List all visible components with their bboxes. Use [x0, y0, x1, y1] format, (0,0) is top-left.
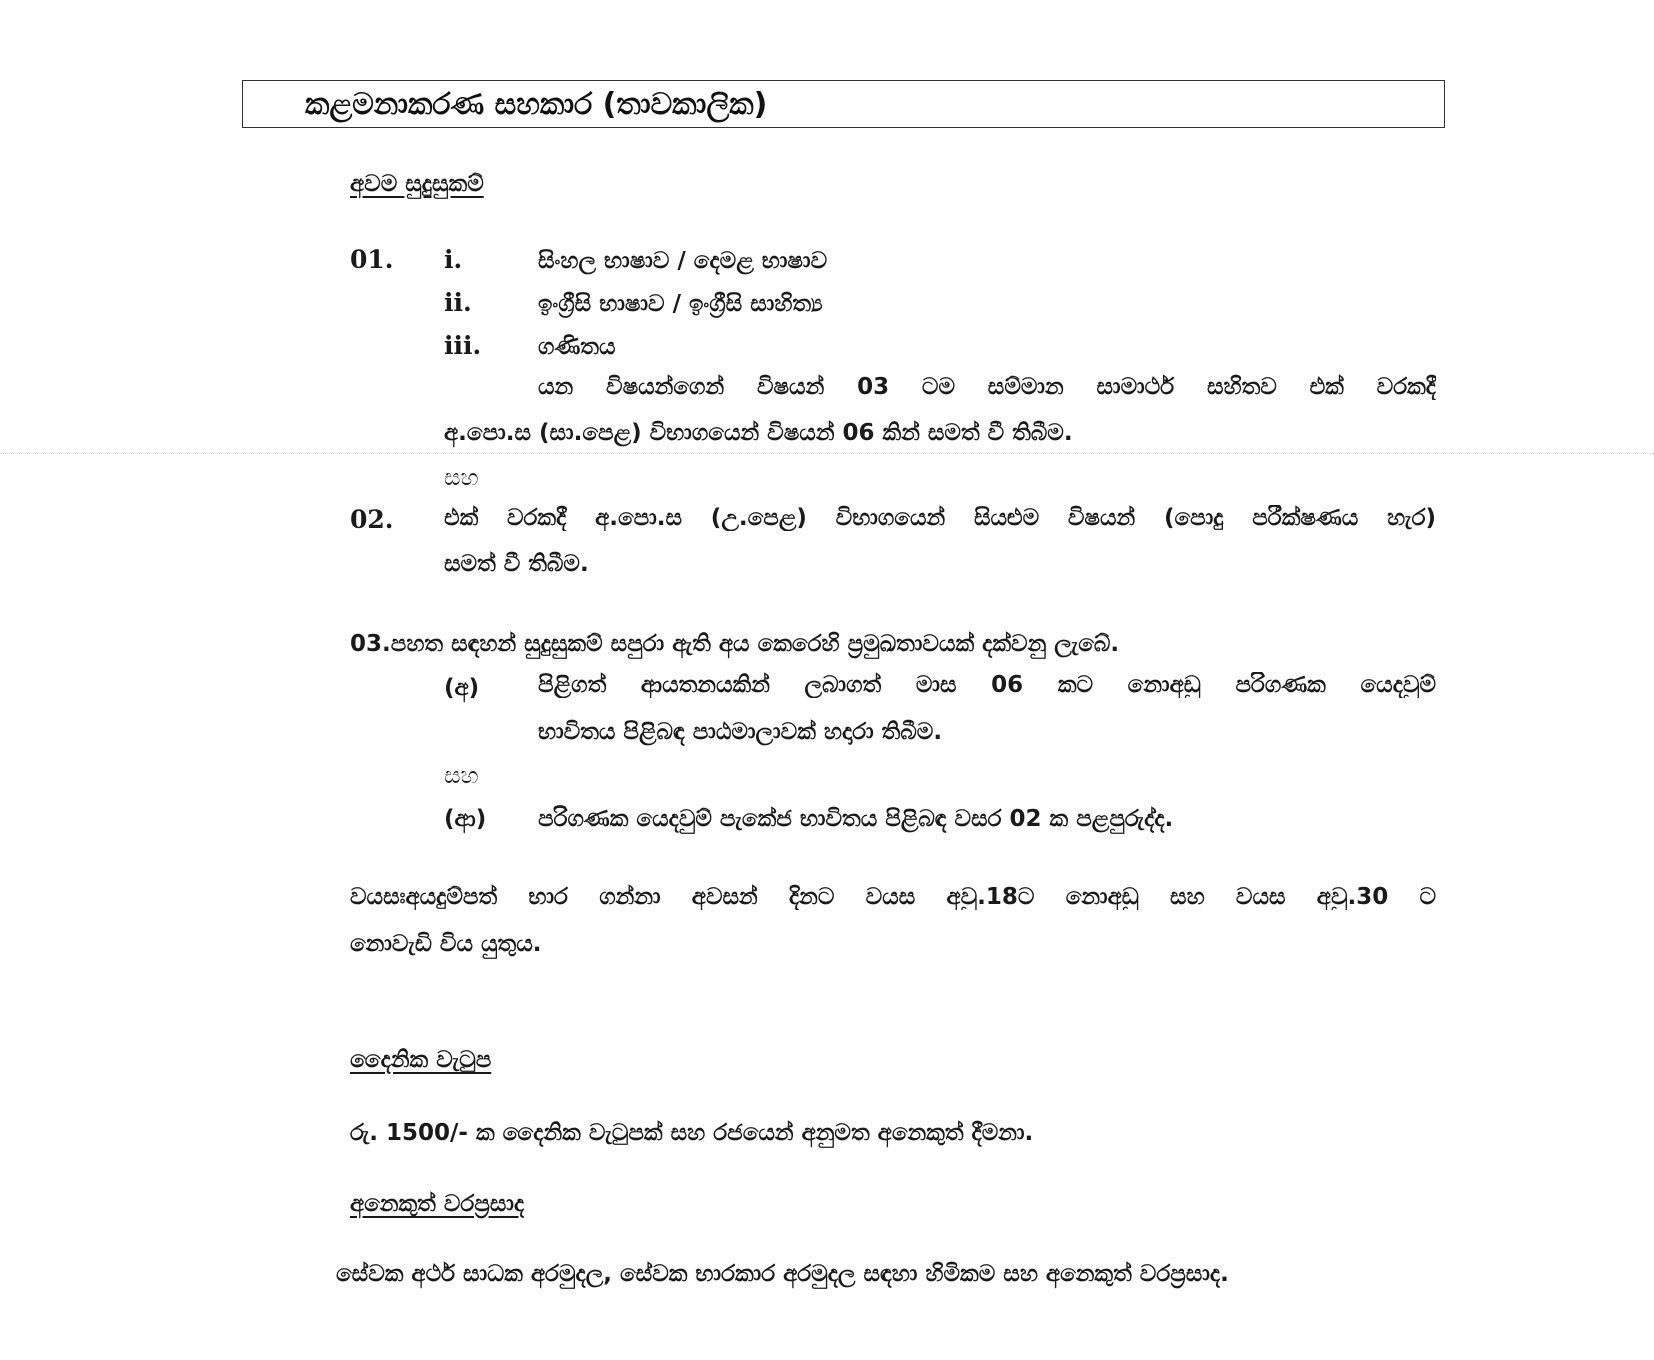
subject-label-iii: iii. — [444, 331, 482, 360]
title-box — [242, 80, 1445, 128]
subject-label-i: i. — [444, 245, 463, 274]
subject-text-ii: ඉංග්‍රීසි භාෂාව / ඉංග්‍රීසි සාහිත්‍ය — [538, 291, 823, 317]
preference-a-line1: පිළිගත් ආයතනයකින් ලබාගත් මාස 06 කට නොඅඩු පරිගණක යෙදවුම් — [538, 672, 1436, 698]
min-qualifications-heading: අවම සුදුසුකම් — [350, 171, 484, 197]
preference-aa-text: පරිගණක යෙදවුම් පැකේජ භාවිතය පිළිබඳ වසර 02 ක පළපුරුද්ද. — [538, 806, 1174, 832]
daily-wage-heading: දෛනික වැටුප — [350, 1047, 492, 1073]
other-benefits-text: සේවක අර්ථ සාධක අරමුදල, සේවක භාරකාර අරමුදල සඳහා හිමිකම සහ අනෙකුත් වරප්‍රසාද. — [336, 1261, 1229, 1287]
qualification-number-01: 01. — [350, 245, 394, 274]
daily-wage-text: රු. 1500/- ක දෛනික වැටුපක් සහ රජයෙන් අනුමත අනෙකුත් දීමනා. — [350, 1120, 1034, 1146]
subject-label-ii: ii. — [444, 288, 472, 317]
scan-line — [0, 453, 1654, 454]
conjunction-and-2: සහ — [444, 763, 479, 789]
conjunction-and-1: සහ — [444, 465, 479, 491]
qualification-number-02: 02. — [350, 505, 394, 534]
qualification-03-intro: 03.පහත සඳහන් සුදුසුකම් සපුරා ඇති අය කෙරෙහි ප්‍රමුඛතාවයක් දක්වනු ලැබේ. — [350, 631, 1120, 657]
qualification-02-line1: එක් වරකදී අ.පො.ස (උ.පෙළ) විභාගයෙන් සියළුම විෂයන් (පොදු පරීක්ෂණය හැර) — [444, 505, 1436, 531]
age-requirement-line1: වයසඃඅයදුම්පත් භාර ගන්නා අවසන් දිනට වයස අවු.18ට නොඅඩු සහ වයස අවු.30 ට — [350, 884, 1436, 910]
qualification-01-line1: යන විෂයන්ගෙන් විෂයන් 03 ටම සම්මාන සාමාර්ථ සහිතව එක් වරකදී — [538, 374, 1436, 400]
preference-a-line2: භාවිතය පිළිබඳ පාඨමාලාවක් හදාරා තිබීම. — [538, 719, 943, 745]
qualification-01-line2: අ.පො.ස (සා.පෙළ) විභාගයෙන් විෂයන් 06 කින් සමත් වී තිබීම. — [444, 420, 1073, 446]
preference-label-a: (අ) — [444, 675, 480, 701]
page-title: කළමනාකරණ සහකාර (තාවකාලික) — [305, 87, 768, 122]
qualification-02-line2: සමත් වී තිබීම. — [444, 551, 589, 577]
preference-label-aa: (ආ) — [444, 806, 487, 832]
subject-text-i: සිංහල භාෂාව / දෙමළ භාෂාව — [538, 248, 828, 274]
other-benefits-heading: අනෙකුත් වරප්‍රසාද — [350, 1191, 525, 1217]
age-requirement-line2: නොවැඩි විය යුතුය. — [350, 931, 542, 957]
subject-text-iii: ගණිතය — [538, 334, 616, 360]
